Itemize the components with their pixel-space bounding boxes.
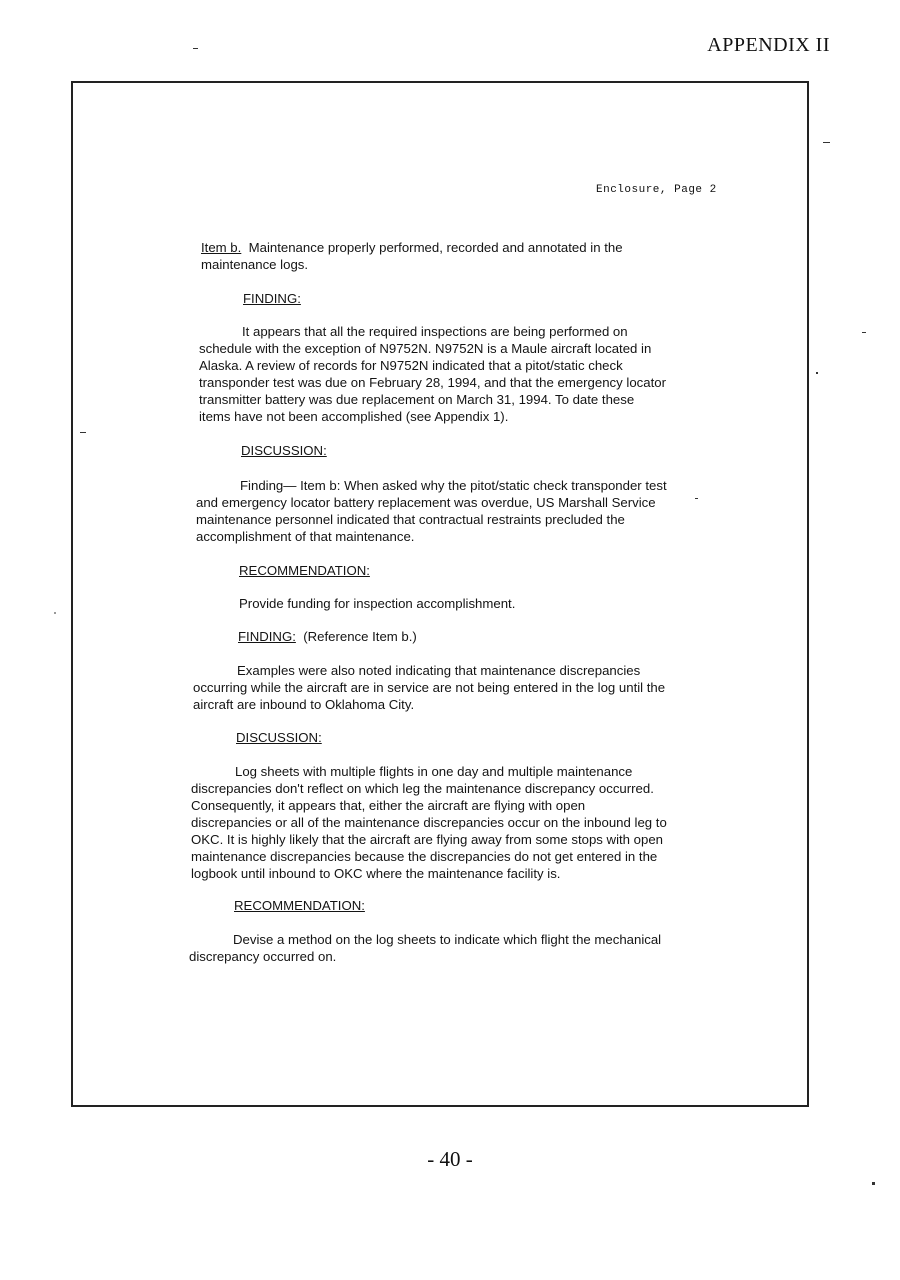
recommendation-2-heading: RECOMMENDATION: bbox=[234, 898, 365, 913]
finding-2-line: occurring while the aircraft are in service are not being entered in the log until the bbox=[193, 680, 666, 695]
finding-2-heading: FINDING: bbox=[238, 629, 296, 644]
page-number: - 40 - bbox=[427, 1147, 473, 1171]
scan-speck bbox=[823, 142, 830, 143]
recommendation-1-text: Provide funding for inspection accomplishment. bbox=[239, 596, 516, 611]
finding-1-line: transponder test was due on February 28, 1994, and that the emergency locator bbox=[199, 375, 666, 390]
finding-1-heading: FINDING: bbox=[243, 291, 301, 306]
finding-1-line: Alaska. A review of records for N9752N indicated that a pitot/static check bbox=[199, 358, 623, 373]
finding-2-reference: (Reference Item b.) bbox=[303, 629, 417, 644]
discussion-1-line: Finding— Item b: When asked why the pitot/static check transponder test bbox=[240, 478, 667, 493]
enclosure-page-label: Enclosure, Page 2 bbox=[596, 184, 717, 196]
discussion-2-line: Log sheets with multiple flights in one day and multiple maintenance bbox=[235, 764, 633, 779]
scan-speck bbox=[80, 432, 86, 433]
discussion-2-heading: DISCUSSION: bbox=[236, 730, 322, 745]
discussion-1-line: accomplishment of that maintenance. bbox=[196, 529, 415, 544]
discussion-2-line: OKC. It is highly likely that the aircraft are flying away from some stops with open bbox=[191, 832, 664, 847]
scan-speck bbox=[862, 332, 866, 333]
discussion-2-line: discrepancies don't reflect on which leg the maintenance discrepancy occurred. bbox=[191, 781, 654, 796]
finding-1-line: transmitter battery was due replacement on March 31, 1994. To date these bbox=[199, 392, 635, 407]
finding-1-line: It appears that all the required inspections are being performed on bbox=[242, 324, 628, 339]
discussion-1-line: and emergency locator battery replacement was overdue, US Marshall Service bbox=[196, 495, 656, 510]
scan-speck bbox=[816, 372, 818, 374]
item-b-text: Maintenance properly performed, recorded and annotated in the bbox=[248, 240, 623, 255]
recommendation-2-line: Devise a method on the log sheets to indicate which flight the mechanical bbox=[233, 932, 662, 947]
discussion-2-line: discrepancies or all of the maintenance discrepancies occur on the inbound leg to bbox=[191, 815, 667, 830]
finding-1-line: items have not been accomplished (see Appendix 1). bbox=[199, 409, 509, 424]
scan-speck bbox=[872, 1182, 875, 1185]
discussion-2-line: logbook until inbound to OKC where the maintenance facility is. bbox=[191, 866, 561, 881]
enclosure-frame bbox=[71, 81, 809, 1107]
scan-speck bbox=[193, 48, 198, 49]
recommendation-2-line: discrepancy occurred on. bbox=[189, 949, 337, 964]
scan-speck bbox=[54, 612, 56, 614]
discussion-1-line: maintenance personnel indicated that contractual restraints precluded the bbox=[196, 512, 625, 527]
recommendation-1-heading: RECOMMENDATION: bbox=[239, 563, 370, 578]
discussion-2-line: maintenance discrepancies because the discrepancies do not get entered in the bbox=[191, 849, 658, 864]
discussion-2-line: Consequently, it appears that, either the aircraft are flying with open bbox=[191, 798, 586, 813]
item-b-label: Item b. bbox=[201, 240, 242, 255]
item-b-line2: maintenance logs. bbox=[201, 257, 309, 272]
finding-2-line: aircraft are inbound to Oklahoma City. bbox=[193, 697, 415, 712]
scan-speck bbox=[695, 498, 698, 499]
finding-2-line: Examples were also noted indicating that maintenance discrepancies bbox=[237, 663, 641, 678]
discussion-1-heading: DISCUSSION: bbox=[241, 443, 327, 458]
appendix-label: APPENDIX II bbox=[707, 34, 830, 56]
finding-1-line: schedule with the exception of N9752N. N9752N is a Maule aircraft located in bbox=[199, 341, 652, 356]
finding-2-heading-line bbox=[238, 628, 417, 645]
item-b-line1 bbox=[201, 239, 623, 256]
